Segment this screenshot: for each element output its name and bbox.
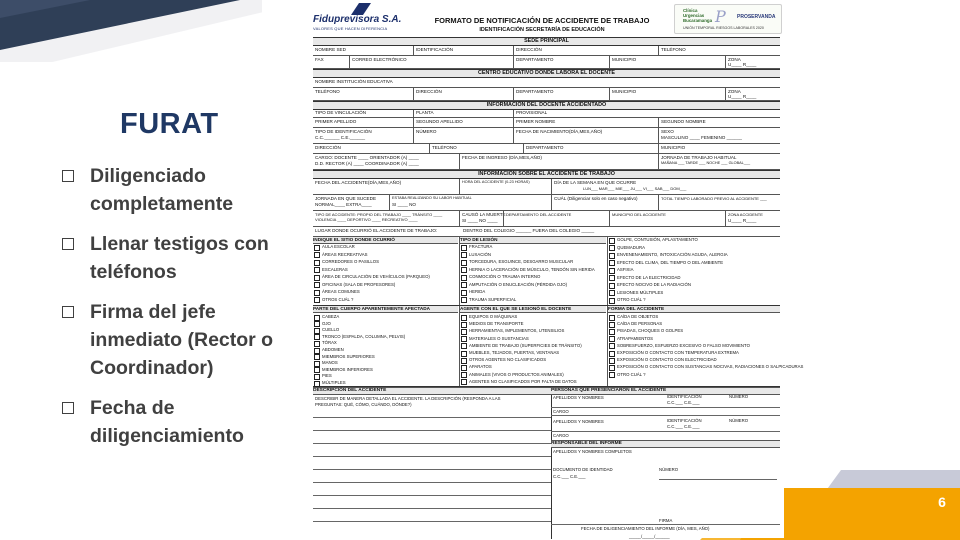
form-row: TELÉFONO DIRECCIÓN DEPARTAMENTO MUNICIPIO ZONA U____ R____	[313, 88, 780, 101]
form-row: NOMBRE SED IDENTIFICACIÓN DIRECCIÓN TELÉFONO	[313, 46, 780, 56]
form-row: PRIMER APELLIDO SEGUNDO APELLIDO PRIMER NOMBRE SEGUNDO NOMBRE	[313, 118, 780, 128]
bullet-list	[60, 162, 300, 462]
testigos-header: PERSONAS QUE PRESENCIARON EL ACCIDENTE	[551, 387, 780, 395]
union-temporal: UNIÓN TEMPORAL RIESGOS LABORALES 2020	[683, 26, 764, 30]
checkbox-option: PISADAS, CHOQUES O GOLPES	[608, 328, 779, 333]
checkbox-icon	[314, 290, 320, 296]
slide-title: FURAT	[120, 108, 219, 140]
checkbox-option: EXPOSICIÓN O CONTACTO CON TEMPERATURA EXTREMA	[608, 350, 779, 355]
checkbox-option: MATERIALES O SUSTANCIAS	[460, 336, 606, 341]
checkbox-option: MIEMBROS INFERIORES	[313, 367, 458, 372]
bullet-item: Fecha de diligenciamiento	[60, 394, 300, 450]
agente-header: AGENTE CON EL QUE SE LESIONÓ EL DOCENTE	[460, 306, 606, 313]
checkbox-option: LESIONES MÚLTIPLES	[608, 290, 779, 295]
checkbox-option: PIES	[313, 373, 458, 378]
checkbox-icon	[461, 329, 467, 335]
checkbox-option: EQUIPOS O MÁQUINAS	[460, 314, 606, 319]
checkbox-option: EFECTO DE LA ELECTRICIDAD	[608, 275, 779, 280]
form-title: FORMATO DE NOTIFICACIÓN DE ACCIDENTE DE TRABAJO	[434, 16, 650, 25]
checkbox-icon	[609, 343, 615, 349]
bullet-item: Diligenciado completamente	[60, 162, 300, 218]
form-row: TIPO DE IDENTIFICACIÓN C.C.______ C.E.______ NÚMERO FECHA DE NACIMIENTO(DÍA,MES,AÑO) SEXO MASCULINO ____ FEMENINO ______	[313, 128, 780, 144]
proservanda-name: PROSERVANDA	[737, 14, 776, 20]
checkbox-icon	[461, 322, 467, 328]
checkbox-option: MEDIOS DE TRANSPORTE	[460, 321, 606, 326]
checkbox-option: ENVENENAMIENTO, INTOXICACIÓN AGUDA, ALERGIA	[608, 252, 779, 257]
checkbox-icon	[461, 358, 467, 364]
checkbox-option: CONMOCIÓN O TRAUMA INTERNO	[460, 274, 606, 279]
checkbox-option: TÓRAX	[313, 340, 458, 345]
checkbox-option: AULA ESCOLAR	[313, 244, 458, 249]
checkbox-icon	[461, 372, 467, 378]
checkbox-bullet-icon	[62, 306, 74, 318]
checkbox-icon	[314, 282, 320, 288]
responsable-header: RESPONSABLE DEL INFORME	[551, 440, 780, 448]
cuerpo-agente-forma-grid	[313, 306, 804, 387]
checkbox-icon	[609, 275, 615, 281]
checkbox-icon	[461, 351, 467, 357]
form-row: JORNADA EN QUE SUCEDE NORMAL____ EXTRA____ ESTABA REALIZANDO SU LABOR HABITUAL SI ____ NO CUÁL (Diligenciar solo en caso negativo) TOTAL TIEMPO LABORADO PREVIO AL ACCIDENTE ___	[313, 195, 780, 211]
clinic-name: Clínica Urgencias Bucaramanga	[683, 8, 713, 23]
form-header	[309, 0, 784, 36]
checkbox-option: OTRO CUÁL ?	[608, 297, 779, 302]
checkbox-option: TRAUMA SUPERFICIAL	[460, 297, 606, 302]
logo-name: Fiduprevisora S.A.	[313, 14, 402, 25]
checkbox-icon	[609, 351, 615, 357]
logo-tagline: VALORES QUE HACEN DIFERENCIA	[313, 26, 388, 31]
checkbox-option: CAÍDA DE PERSONAS	[608, 321, 779, 326]
checkbox-option: ABDOMEN	[313, 347, 458, 352]
checkbox-icon	[609, 365, 615, 371]
checkbox-option: GOLPE, CONTUSIÓN, APLASTAMIENTO	[608, 237, 779, 242]
checkbox-option: ÁREAS RECREATIVAS	[313, 252, 458, 257]
checkbox-option: AMBIENTE DE TRABAJO (SUPERFICIES DE TRÁNSITO)	[460, 343, 606, 348]
checkbox-bullet-icon	[62, 238, 74, 250]
checkbox-option: ASFIXIA	[608, 267, 779, 272]
checkbox-icon	[461, 297, 467, 303]
bullet-item: Llenar testigos con teléfonos	[60, 230, 300, 286]
form-row: FECHA DEL ACCIDENTE(DÍA,MES,AÑO) HORA DEL ACCIDENTE (0-23 HORAS) DÍA DE LA SEMANA EN QUE OCURRE LUN___ MAR___ MIE___ JU___ VI___ SAB___ DOM___	[313, 179, 780, 195]
checkbox-option: QUEMADURA	[608, 245, 779, 250]
checkbox-option: MÚLTIPLES	[313, 380, 458, 385]
section-docente: INFORMACIÓN DEL DOCENTE ACCIDENTADO	[313, 101, 780, 110]
checkbox-option: HERIDA	[460, 289, 606, 294]
checkbox-option: TORCEDURA, ESGUINCE, DESGARRO MUSCULAR	[460, 259, 606, 264]
checkbox-icon	[461, 245, 467, 251]
checkbox-icon	[461, 379, 467, 385]
testigos-responsable-block: PERSONAS QUE PRESENCIARON EL ACCIDENTE APELLIDOS Y NOMBRES IDENTIFICACIÓN C.C.___ C.E.___ NÚMERO CARGO APELLIDOS Y NOMBRES IDENTIFICACIÓN C.C.___ C.E.___ NÚMERO CARGO RESPONSABLE DEL INFORME APELLIDOS Y NOMBRES COMPLETOS DOCUMENTO DE IDENTIDAD NÚMERO C.C.___ C.E.___ FIRMA FECHA DE DILIGENCIAMIENTO DEL INFORME (DÍA, MES, AÑO) _____/_____/______	[551, 387, 780, 539]
form-row: NOMBRE INSTITUCIÓN EDUCATIVA	[313, 78, 780, 88]
fiduprevisora-logo	[313, 3, 421, 31]
checkbox-icon	[609, 260, 615, 266]
lesion-header: TIPO DE LESIÓN	[460, 237, 606, 244]
checkbox-icon	[609, 329, 615, 335]
checkbox-option: MANOS	[313, 360, 458, 365]
checkbox-option: CAÍDA DE OBJETOS	[608, 314, 779, 319]
checkbox-option: OTROS AGENTES NO CLASIFICADOS	[460, 357, 606, 362]
checkbox-option: MIEMBROS SUPERIORES	[313, 354, 458, 359]
checkbox-icon	[461, 275, 467, 281]
checkbox-icon	[609, 253, 615, 259]
checkbox-option: TRONCO (ESPALDA, COLUMNA, PELVIS)	[313, 334, 458, 339]
checkbox-option: ÁREA DE CIRCULACIÓN DE VEHÍCULOS (PARQUEO)	[313, 274, 458, 279]
checkbox-icon	[314, 252, 320, 258]
checkbox-icon	[609, 315, 615, 321]
checkbox-icon	[609, 358, 615, 364]
checkbox-icon	[609, 372, 615, 378]
descripcion-header: DESCRIPCIÓN DEL ACCIDENTE	[313, 387, 551, 395]
corner-decoration-accent	[0, 0, 90, 18]
forma-header: FORMA DEL ACCIDENTE	[608, 306, 780, 313]
checkbox-icon	[609, 268, 615, 274]
checkbox-icon	[609, 298, 615, 304]
checkbox-option: AGENTES NO CLASIFICADOS POR FALTA DE DATOS	[460, 379, 606, 384]
checkbox-option: HERNIA O LACERACIÓN DE MÚSCULO, TENDÓN SIN HERIDA	[460, 267, 606, 272]
checkbox-icon	[461, 343, 467, 349]
descripcion-block: DESCRIPCIÓN DEL ACCIDENTE DESCRIBIR DE MANERA DETALLADA EL ACCIDENTE. LA DESCRIPCIÓN (RESPONDA A LAS PREGUNTAS: QUÉ, CÓMO, CUÁNDO, DÓNDE?)	[313, 387, 552, 539]
proservanda-p-icon: P	[715, 7, 726, 26]
checkbox-option: HERRAMIENTAS, IMPLEMENTOS, UTENSILIOS	[460, 328, 606, 333]
cuerpo-header: PARTE DEL CUERPO APARENTEMENTE AFECTADA	[313, 306, 458, 313]
form-row: DIRECCIÓN TELÉFONO DEPARTAMENTO MUNICIPIO	[313, 144, 780, 154]
checkbox-option: APARATOS	[460, 364, 606, 369]
checkbox-option: CORREDORES O PASILLOS	[313, 259, 458, 264]
checkbox-option: OJO	[313, 321, 458, 326]
checkbox-option: ANIMALES (VIVOS O PRODUCTOS ANIMALES)	[460, 372, 606, 377]
checkbox-option: SOBRESFUERZO, ESFUERZO EXCESIVO O FALSO MOVIMIENTO	[608, 343, 779, 348]
form-body	[313, 37, 804, 539]
checkbox-option: EXPOSICIÓN O CONTACTO CON SUSTANCIAS NOCIVAS, RADIACIONES O SALPICADURAS	[608, 364, 779, 369]
furat-form-image	[309, 0, 804, 539]
checkbox-option: CUELLO	[313, 327, 458, 332]
form-row: TIPO DE ACCIDENTE: PROPIO DEL TRABAJO ____ TRÁNSITO ____ VIOLENCIA ____ DEPORTIVO ____ RECREATIVO ____ CAUSÓ LA MUERTE SI ____ NO ____ DEPARTAMENTO DEL ACCIDENTE MUNICIPIO DEL ACCIDENTE ZONA ACCIDENTE U____ R____	[313, 211, 780, 227]
checkbox-bullet-icon	[62, 402, 74, 414]
checkbox-icon	[461, 252, 467, 258]
checkbox-icon	[609, 238, 615, 244]
form-row: TIPO DE VINCULACIÓN PLANTA PROVISIONAL	[313, 110, 780, 118]
checkbox-icon	[314, 297, 320, 303]
bottom-section	[313, 387, 780, 539]
checkbox-icon	[609, 283, 615, 289]
checkbox-icon	[461, 282, 467, 288]
checkbox-icon	[314, 275, 320, 281]
form-row: LUGAR DONDE OCURRIÓ EL ACCIDENTE DE TRABAJO: DENTRO DEL COLEGIO ______ FUERA DEL COLEGIO _____	[313, 227, 780, 237]
checkbox-icon	[314, 245, 320, 251]
section-sede: SEDE PRINCIPAL	[313, 37, 780, 46]
checkbox-icon	[609, 322, 615, 328]
checkbox-icon	[609, 290, 615, 296]
checkbox-option: LUXACIÓN	[460, 252, 606, 257]
checkbox-bullet-icon	[62, 170, 74, 182]
checkbox-option: ESCALERAS	[313, 267, 458, 272]
checkbox-option: OTRO CUÁL ?	[608, 372, 779, 377]
checkbox-icon	[314, 381, 320, 387]
proservanda-logo	[674, 4, 782, 34]
checkbox-option: MUEBLES, TEJADOS, PUERTAS, VENTANAS	[460, 350, 606, 355]
section-accidente: INFORMACIÓN SOBRE EL ACCIDENTE DE TRABAJO	[313, 170, 780, 179]
checkbox-option: CABEZA	[313, 314, 458, 319]
checkbox-icon	[461, 315, 467, 321]
checkbox-icon	[609, 336, 615, 342]
checkbox-icon	[314, 267, 320, 273]
checkbox-option: FRACTURA	[460, 244, 606, 249]
checkbox-icon	[461, 260, 467, 266]
checkbox-option: OTROS CUÁL ?	[313, 297, 458, 302]
checkbox-icon	[314, 260, 320, 266]
checkbox-option: EFECTO DEL CLIMA, DEL TIEMPO O DEL AMBIENTE	[608, 260, 779, 265]
checkbox-icon	[609, 245, 615, 251]
form-subtitle: IDENTIFICACIÓN SECRETARÍA DE EDUCACIÓN	[479, 27, 605, 33]
checkbox-option: EXPOSICIÓN O CONTACTO CON ELECTRICIDAD	[608, 357, 779, 362]
lesion-grid	[313, 237, 780, 306]
section-centro: CENTRO EDUCATIVO DONDE LABORA EL DOCENTE	[313, 69, 780, 78]
checkbox-option: AMPUTACIÓN O ENUCLEACIÓN (PÉRDIDA OJO)	[460, 282, 606, 287]
checkbox-option: EFECTO NOCIVO DE LA RADIACIÓN	[608, 282, 779, 287]
checkbox-option: ATRAPAMIENTOS	[608, 336, 779, 341]
checkbox-icon	[461, 336, 467, 342]
checkbox-option: OFICINAS (SALA DE PROFESORES)	[313, 282, 458, 287]
checkbox-icon	[461, 290, 467, 296]
form-row: FAX CORREO ELECTRÓNICO DEPARTAMENTO MUNICIPIO ZONA U____ R____	[313, 56, 780, 69]
checkbox-option: ÁREAS COMUNES	[313, 289, 458, 294]
form-row: CARGO: DOCENTE ____ ORIENTADOR (A) ____ D.D. RECTOR (A) ____ COORDINADOR (A) ____ FECHA DE INGRESO (DÍA,MES,AÑO) JORNADA DE TRABAJO HABITUAL MAÑANA ___ TARDE ___ NOCHE ___ GLOBAL___	[313, 154, 780, 170]
sitio-header: INDIQUE EL SITIO DONDE OCURRIÓ	[313, 237, 458, 244]
checkbox-icon	[461, 365, 467, 371]
checkbox-icon	[461, 267, 467, 273]
bullet-item: Firma del jefe inmediato (Rector o Coordinador)	[60, 298, 300, 382]
page-number: 6	[938, 494, 946, 510]
